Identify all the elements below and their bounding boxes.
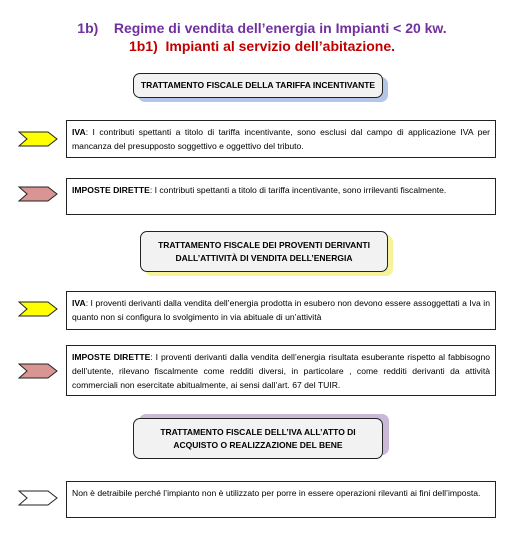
yellow-arrow-icon [18, 131, 58, 147]
yellow-arrow-icon [18, 301, 58, 317]
header-label: TRATTAMENTO FISCALE DELLA TARIFFA INCENTIVANTE [140, 80, 376, 91]
box-label: IVA [72, 298, 86, 308]
iva-acquisto-box [66, 481, 496, 518]
iva-tariffa-box [66, 120, 496, 158]
header-line-2: ACQUISTO O REALIZZAZIONE DEL BENE [173, 439, 343, 450]
section-subtitle: 1b1) Impianti al servizio dell’abitazione. [128, 38, 396, 54]
box-label: IMPOSTE DIRETTE [72, 185, 150, 195]
imposte-dirette-proventi-box [66, 345, 496, 396]
header-proventi-vendita [140, 231, 388, 272]
section-title: 1b) Regime di vendita dell’energia in Impianti < 20 kw. [77, 20, 447, 36]
box-text: : I proventi derivanti dalla vendita dell’energia prodotta in esubero non devono essere assoggettati a Iva in quanto non si configura lo svolgimento in via abituale di un’attività [72, 298, 490, 322]
header-line-2: DALL’ATTIVITÀ DI VENDITA DELL’ENERGIA [175, 252, 353, 263]
pink-arrow-icon [18, 186, 58, 202]
box-label: IMPOSTE DIRETTE [72, 352, 151, 362]
white-arrow-icon [18, 490, 58, 506]
iva-proventi-box [66, 291, 496, 330]
box-text: Non è detraibile perché l’impianto non è utilizzato per porre in essere operazioni rilevanti ai fini dell’imposta. [72, 488, 481, 498]
box-text: : I proventi derivanti dalla vendita dell’energia risultata esuberante rispetto al fabbisogno dell’utente, rilevano fiscalmente come redditi diversi, in particolare , come redditi derivanti da attività commerciali non esercitate abitualmente, ai sensi dall’art. 67 del TUIR. [72, 352, 491, 390]
header-line-1: TRATTAMENTO FISCALE DELL’IVA ALL’ATTO DI [160, 427, 356, 438]
header-iva-acquisto [133, 418, 383, 459]
box-text: : I contributi spettanti a titolo di tariffa incentivante, sono esclusi dal campo di applicazione IVA per mancanza del presupposto soggettivo e oggettivo del tributo. [72, 127, 490, 151]
header-line-1: TRATTAMENTO FISCALE DEI PROVENTI DERIVANTI [158, 240, 370, 251]
box-label: IVA [72, 127, 86, 137]
pink-arrow-icon [18, 363, 58, 379]
box-text: : I contributi spettanti a titolo di tariffa incentivante, sono irrilevanti fiscalmente. [149, 185, 447, 195]
imposte-dirette-tariffa-box [66, 178, 496, 215]
header-tariffa-incentivante [133, 73, 383, 98]
